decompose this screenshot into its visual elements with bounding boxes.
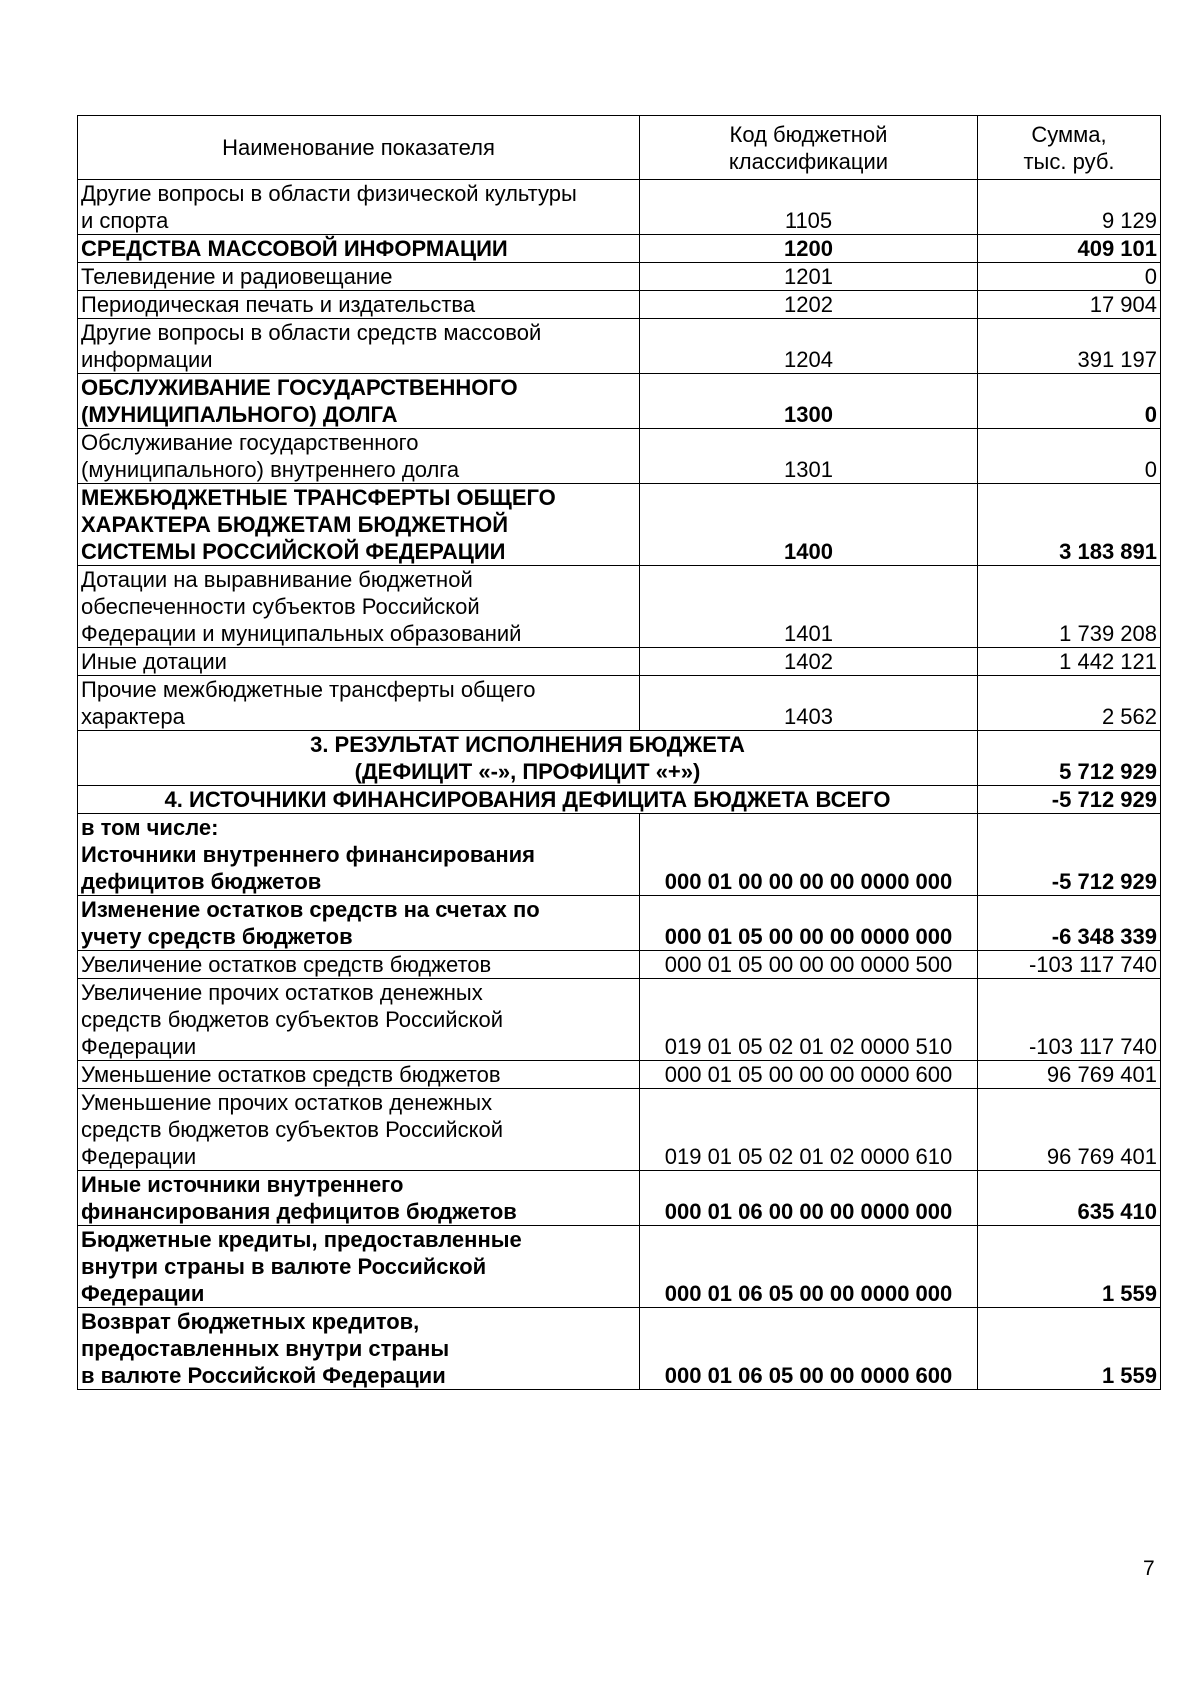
cell-name: МЕЖБЮДЖЕТНЫЕ ТРАНСФЕРТЫ ОБЩЕГО ХАРАКТЕРА БЮДЖЕТАМ БЮДЖЕТНОЙ СИСТЕМЫ РОССИЙСКОЙ ФЕДЕРАЦИИ	[78, 484, 640, 566]
cell-amount: -103 117 740	[978, 951, 1161, 979]
cell-code: 000 01 06 05 00 00 0000 600	[640, 1308, 978, 1390]
cell-amount: 96 769 401	[978, 1061, 1161, 1089]
cell-code: 019 01 05 02 01 02 0000 610	[640, 1089, 978, 1171]
cell-name: СРЕДСТВА МАССОВОЙ ИНФОРМАЦИИ	[78, 235, 640, 263]
cell-amount: 1 739 208	[978, 566, 1161, 648]
cell-name: Иные источники внутреннего финансирования дефицитов бюджетов	[78, 1171, 640, 1226]
cell-code: 1202	[640, 291, 978, 319]
cell-name: Обслуживание государственного (муниципального) внутреннего долга	[78, 429, 640, 484]
cell-amount: 1 559	[978, 1308, 1161, 1390]
cell-amount: -5 712 929	[978, 814, 1161, 896]
source-row	[78, 1089, 1161, 1171]
source-row	[78, 1171, 1161, 1226]
cell-amount: 635 410	[978, 1171, 1161, 1226]
table-row	[78, 235, 1161, 263]
cell-amount: 17 904	[978, 291, 1161, 319]
cell-code: 1300	[640, 374, 978, 429]
cell-code: 1400	[640, 484, 978, 566]
source-row	[78, 1061, 1161, 1089]
cell-name: в том числе: Источники внутреннего финансирования дефицитов бюджетов	[78, 814, 640, 896]
cell-amount: 9 129	[978, 180, 1161, 235]
cell-name: Телевидение и радиовещание	[78, 263, 640, 291]
table-row	[78, 319, 1161, 374]
cell-code: 1301	[640, 429, 978, 484]
header-name: Наименование показателя	[78, 116, 640, 180]
section3-amount: 5 712 929	[978, 731, 1161, 786]
cell-code: 000 01 05 00 00 00 0000 500	[640, 951, 978, 979]
cell-name: ОБСЛУЖИВАНИЕ ГОСУДАРСТВЕННОГО (МУНИЦИПАЛЬНОГО) ДОЛГА	[78, 374, 640, 429]
cell-name: Другие вопросы в области средств массовой информации	[78, 319, 640, 374]
cell-name: Изменение остатков средств на счетах по учету средств бюджетов	[78, 896, 640, 951]
source-row	[78, 896, 1161, 951]
table-row	[78, 648, 1161, 676]
cell-code: 1402	[640, 648, 978, 676]
cell-code: 1403	[640, 676, 978, 731]
table-row	[78, 263, 1161, 291]
cell-code: 1201	[640, 263, 978, 291]
cell-name: Другие вопросы в области физической культуры и спорта	[78, 180, 640, 235]
source-row	[78, 814, 1161, 896]
cell-code: 1204	[640, 319, 978, 374]
header-amount: Сумма, тыс. руб.	[978, 116, 1161, 180]
header-code: Код бюджетной классификации	[640, 116, 978, 180]
cell-amount: 1 559	[978, 1226, 1161, 1308]
section4-amount: -5 712 929	[978, 786, 1161, 814]
cell-code: 1200	[640, 235, 978, 263]
cell-code: 000 01 00 00 00 00 0000 000	[640, 814, 978, 896]
section4-title: 4. ИСТОЧНИКИ ФИНАНСИРОВАНИЯ ДЕФИЦИТА БЮДЖЕТА ВСЕГО	[78, 786, 978, 814]
cell-name: Уменьшение остатков средств бюджетов	[78, 1061, 640, 1089]
table-row	[78, 180, 1161, 235]
cell-amount: 391 197	[978, 319, 1161, 374]
cell-amount: -103 117 740	[978, 979, 1161, 1061]
budget-table	[77, 115, 1161, 1390]
cell-name: Периодическая печать и издательства	[78, 291, 640, 319]
source-row	[78, 1226, 1161, 1308]
section3-row	[78, 731, 1161, 786]
cell-name: Увеличение прочих остатков денежных средств бюджетов субъектов Российской Федерации	[78, 979, 640, 1061]
cell-code: 1401	[640, 566, 978, 648]
table-row	[78, 291, 1161, 319]
cell-code: 1105	[640, 180, 978, 235]
cell-name: Возврат бюджетных кредитов, предоставленных внутри страны в валюте Российской Федерации	[78, 1308, 640, 1390]
cell-name: Бюджетные кредиты, предоставленные внутри страны в валюте Российской Федерации	[78, 1226, 640, 1308]
cell-name: Дотации на выравнивание бюджетной обеспеченности субъектов Российской Федерации и муниципальных образований	[78, 566, 640, 648]
section3-title: 3. РЕЗУЛЬТАТ ИСПОЛНЕНИЯ БЮДЖЕТА (ДЕФИЦИТ «-», ПРОФИЦИТ «+»)	[78, 731, 978, 786]
cell-code: 019 01 05 02 01 02 0000 510	[640, 979, 978, 1061]
table-row	[78, 484, 1161, 566]
cell-code: 000 01 05 00 00 00 0000 000	[640, 896, 978, 951]
source-row	[78, 951, 1161, 979]
cell-amount: 0	[978, 429, 1161, 484]
source-row	[78, 979, 1161, 1061]
cell-amount: 2 562	[978, 676, 1161, 731]
cell-code: 000 01 06 05 00 00 0000 000	[640, 1226, 978, 1308]
source-row	[78, 1308, 1161, 1390]
table-row	[78, 374, 1161, 429]
cell-name: Увеличение остатков средств бюджетов	[78, 951, 640, 979]
header-row	[78, 116, 1161, 180]
cell-code: 000 01 06 00 00 00 0000 000	[640, 1171, 978, 1226]
cell-amount: 409 101	[978, 235, 1161, 263]
cell-amount: 0	[978, 263, 1161, 291]
table-row	[78, 429, 1161, 484]
cell-amount: 96 769 401	[978, 1089, 1161, 1171]
cell-amount: -6 348 339	[978, 896, 1161, 951]
section4-row	[78, 786, 1161, 814]
cell-code: 000 01 05 00 00 00 0000 600	[640, 1061, 978, 1089]
cell-name: Прочие межбюджетные трансферты общего характера	[78, 676, 640, 731]
cell-amount: 3 183 891	[978, 484, 1161, 566]
cell-name: Иные дотации	[78, 648, 640, 676]
cell-amount: 0	[978, 374, 1161, 429]
table-row	[78, 676, 1161, 731]
cell-name: Уменьшение прочих остатков денежных средств бюджетов субъектов Российской Федерации	[78, 1089, 640, 1171]
cell-amount: 1 442 121	[978, 648, 1161, 676]
page-number: 7	[1143, 1557, 1155, 1580]
table-row	[78, 566, 1161, 648]
